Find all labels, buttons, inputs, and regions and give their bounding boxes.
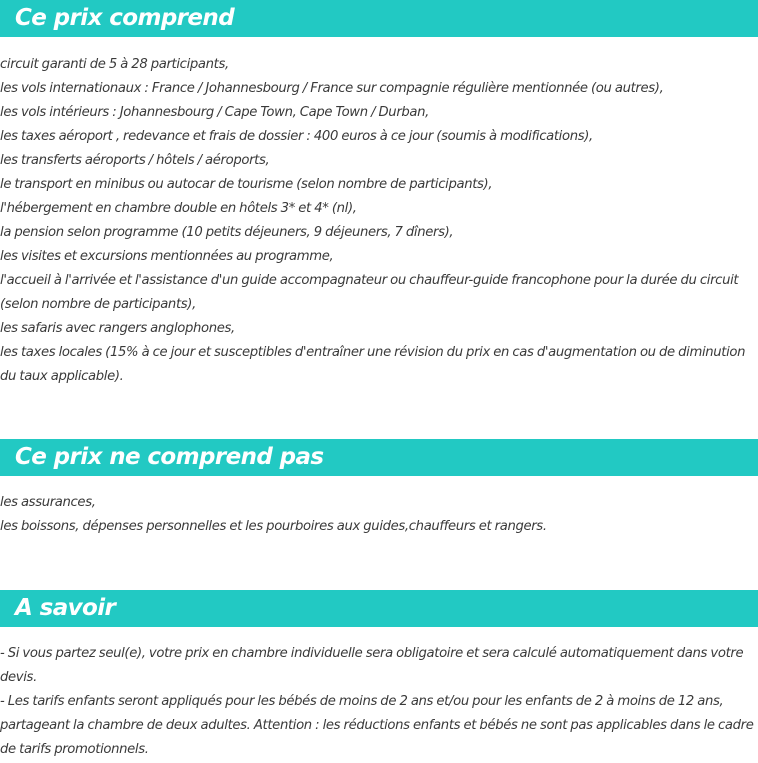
- list-item: les taxes locales (15% à ce jour et susceptibles d'entraîner une révision du prix en cas d'augmentation ou de diminution du taux applicable).: [0, 345, 746, 384]
- list-item: les visites et excursions mentionnées au programme,: [0, 249, 334, 264]
- list-item: le transport en minibus ou autocar de tourisme (selon nombre de participants),: [0, 177, 493, 192]
- list-item: les vols internationaux : France / Johannesbourg / France sur compagnie régulière mentionnée (ou autres),: [0, 81, 664, 96]
- list-item: les taxes aéroport , redevance et frais de dossier : 400 euros à ce jour (soumis à modifications),: [0, 129, 593, 144]
- section-title-good-to-know: A savoir: [0, 590, 758, 627]
- section-title-price-includes: Ce prix comprend: [0, 0, 758, 37]
- good-to-know-list: [0, 642, 758, 762]
- price-includes-list: [0, 53, 758, 389]
- list-item: l'hébergement en chambre double en hôtels 3* et 4* (nl),: [0, 201, 357, 216]
- list-item: l'accueil à l'arrivée et l'assistance d'un guide accompagnateur ou chauffeur-guide francophone pour la durée du circuit (selon nombre de participants),: [0, 273, 739, 312]
- list-item: les assurances,: [0, 495, 96, 510]
- price-excludes-list: [0, 491, 758, 539]
- list-item: les vols intérieurs : Johannesbourg / Cape Town, Cape Town / Durban,: [0, 105, 429, 120]
- list-item: les transferts aéroports / hôtels / aéroports,: [0, 153, 270, 168]
- list-item: - Les tarifs enfants seront appliqués pour les bébés de moins de 2 ans et/ou pour les enfants de 2 à moins de 12 ans, partageant la chambre de deux adultes. Attention : les réductions enfants et bébés ne sont pas applicables dans le cadre de tarifs promotionnels.: [0, 694, 754, 757]
- list-item: la pension selon programme (10 petits déjeuners, 9 déjeuners, 7 dîners),: [0, 225, 454, 240]
- list-item: circuit garanti de 5 à 28 participants,: [0, 57, 229, 72]
- list-item: les boissons, dépenses personnelles et les pourboires aux guides,chauffeurs et rangers.: [0, 519, 547, 534]
- list-item: - Si vous partez seul(e), votre prix en chambre individuelle sera obligatoire et sera calculé automatiquement dans votre devis.: [0, 646, 744, 685]
- section-title-price-excludes: Ce prix ne comprend pas: [0, 439, 758, 476]
- list-item: les safaris avec rangers anglophones,: [0, 321, 235, 336]
